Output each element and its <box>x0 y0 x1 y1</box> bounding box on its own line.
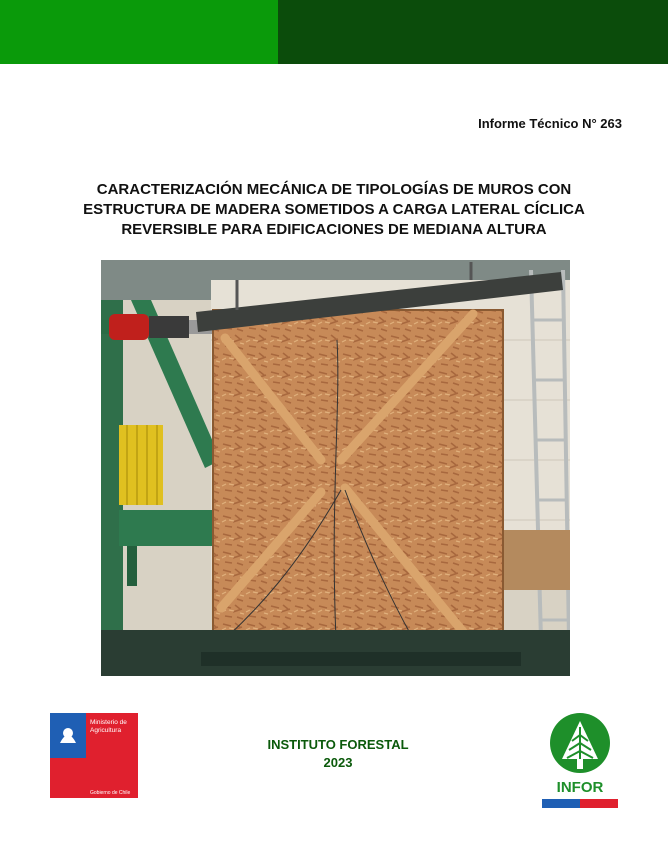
cover-photo <box>101 260 570 676</box>
infor-wordmark: INFOR <box>556 779 604 796</box>
wall-test-photo <box>101 260 570 676</box>
ministry-logo <box>50 713 138 798</box>
infor-red-stripe <box>580 799 618 808</box>
ministry-line-2: Agricultura <box>90 727 122 734</box>
infor-blue-stripe <box>542 799 580 808</box>
institution-block <box>238 736 438 772</box>
government-label: Gobierno de Chile <box>90 790 131 796</box>
title-line-2: ESTRUCTURA DE MADERA SOMETIDOS A CARGA LATERAL CÍCLICA <box>83 201 585 218</box>
header-band-light <box>0 0 278 64</box>
title-line-1: CARACTERIZACIÓN MECÁNICA DE TIPOLOGÍAS DE MUROS CON <box>96 181 572 198</box>
document-title <box>40 180 628 240</box>
ministry-line-1: Ministerio de <box>90 719 127 726</box>
title-line-3: REVERSIBLE PARA EDIFICACIONES DE MEDIANA ALTURA <box>121 221 547 238</box>
institute-name: INSTITUTO FORESTAL <box>267 737 409 752</box>
header-band-dark <box>278 0 668 64</box>
report-number: Informe Técnico N° 263 <box>478 116 622 131</box>
publication-year: 2023 <box>323 755 353 770</box>
infor-logo <box>540 713 620 811</box>
